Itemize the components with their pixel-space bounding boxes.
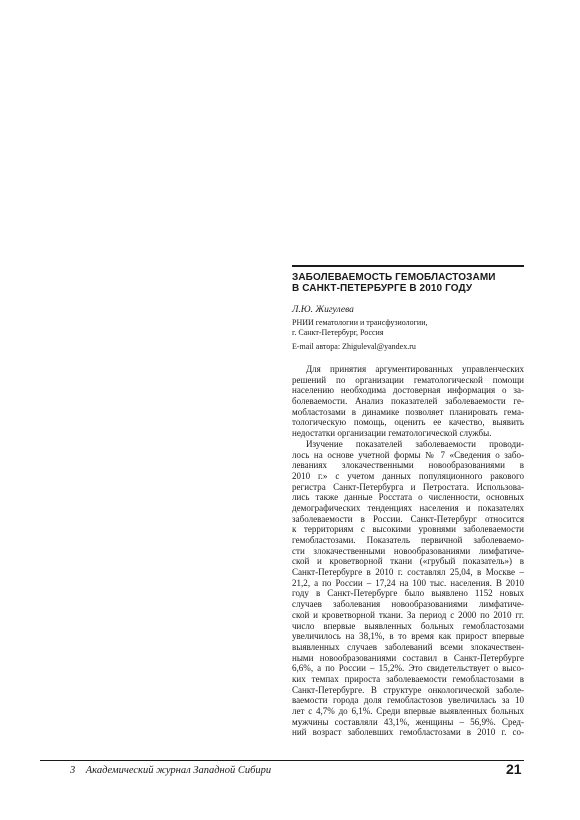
body-line: тологическую помощь, оценить ее качество, выявить [292,417,524,428]
journal-footer [70,765,271,776]
body-line: увеличилось на 38,1%, в то время как прирост впервые [292,631,524,642]
body-line: выявленных случаев заболеваний всеми злокачествен- [292,641,524,652]
body-line: Изучение показателей заболеваемости проводи- [306,438,524,449]
affiliation-line-2: г. Санкт-Петербург, Россия [292,328,384,337]
body-line: 6,6%, а по России – 15,2%. Это свидетельствует о высо- [292,663,524,674]
body-line: решений по организации гематологической помощи [292,374,524,385]
journal-name: Академический журнал Западной Сибири [85,765,272,776]
article-title [292,272,524,294]
affiliation-line-1: РНИИ гематологии и трансфузиологии, [292,318,428,327]
issue-number: 3 [70,765,76,776]
body-line: мужчины составляли 43,1%, женщины – 56,9%. Сред- [292,716,524,727]
body-line: болеваемости. Анализ показателей заболеваемости ге- [292,396,524,407]
body-line: лет с 4,7% до 6,1%. Среди впервые выявленных больных [292,706,524,716]
body-line: Для принятия аргументированных управленческих [306,364,524,374]
body-line: случаев заболевания новообразованиями лимфатиче- [292,599,524,610]
body-line: гемобластозами. Показатель первичной заболеваемо- [292,535,524,545]
body-line: демографических тенденциях населения и показателях [292,502,524,513]
body-line: мобластозами в динамике позволяет планировать гема- [292,406,524,417]
body-line: лись также данные Росстата о численности, основных [292,492,524,503]
article-author: Л.Ю. Жигулева [292,305,354,315]
title-top-rule [292,265,524,267]
author-email: E-mail автора: Zhiguleval@yandex.ru [292,342,416,351]
body-line: заболеваемости в России. Санкт-Петербург относится [292,513,524,524]
body-line: к территориям с высокими уровнями заболеваемости [292,524,524,535]
body-line: число впервые выявленных больных гемобластозами [292,620,524,631]
body-line: сти злокачественными новообразованиями лимфатиче- [292,545,524,556]
page-number: 21 [506,761,522,777]
article-body [292,364,524,738]
author-affiliation [292,318,428,338]
body-line: ваемости города доля гемобластозов увеличилась за 10 [292,695,524,706]
body-line: недостатки организации гематологической службы. [292,428,492,439]
body-line: 21,2, а по России – 17,24 на 100 тыс. населения. В 2010 [292,577,524,588]
article-title-line-1: ЗАБОЛЕВАЕМОСТЬ ГЕМОБЛАСТОЗАМИ [292,272,496,283]
body-line: ких темпах прироста заболеваемости гемобластозами в [292,673,524,684]
body-line: лось на основе учетной формы № 7 «Сведения о забо- [292,449,524,460]
body-line: ской и кроветворной ткани («грубый показатель») в [292,556,524,567]
body-line: ний возраст заболевших гемобластозами в 2010 г. со- [292,727,524,738]
body-line: населению необходима достоверная информация о за- [292,385,524,396]
article-title-line-2: В САНКТ-ПЕТЕРБУРГЕ В 2010 ГОДУ [292,283,473,294]
body-line: ской и кроветворной ткани. За период с 2000 по 2010 гг. [292,609,524,620]
body-line: ными новообразованиями составил в Санкт-Петербурге [292,652,524,663]
body-line: регистра Санкт-Петербурга и Петростата. Использова- [292,481,524,492]
body-line: Санкт-Петербурге в 2010 г. составлял 25,04, в Москве – [292,567,524,578]
footer-rule [40,760,524,761]
body-line: 2010 г.» с учетом данных популяционного ракового [292,470,524,481]
body-line: Санкт-Петербурге. В структуре онкологической заболе- [292,684,524,695]
body-line: леваниях злокачественными новообразованиями в [292,460,524,471]
body-line: году в Санкт-Петербурге было выявлено 1152 новых [292,588,524,599]
